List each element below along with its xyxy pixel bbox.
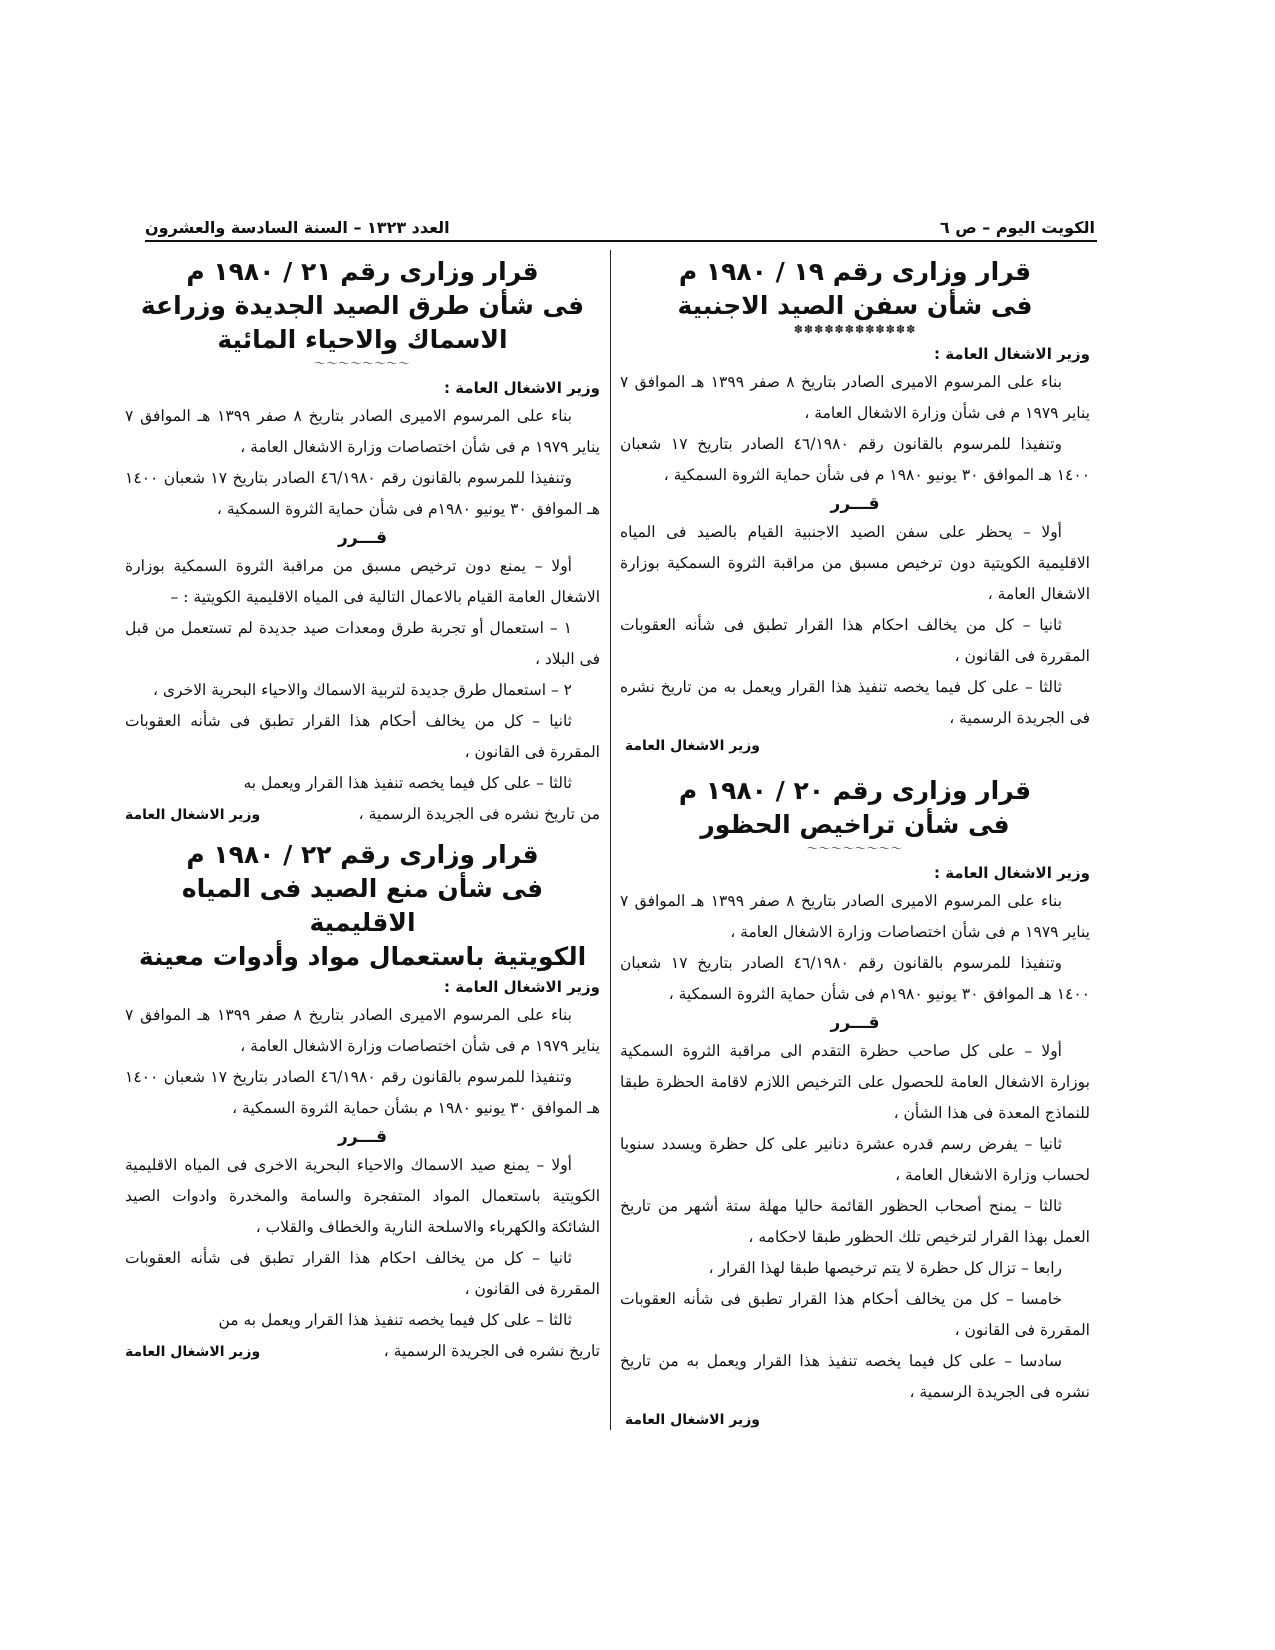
decree-22-article-2: ثانيا – كل من يخالف احكام هذا القرار تطبق فى شأنه العقوبات المقررة فى القانون ، (125, 1249, 600, 1298)
right-column (620, 255, 1090, 1440)
column-divider (610, 250, 611, 1430)
decree-19 (620, 255, 1090, 758)
decree-20-minister: وزير الاشغال العامة : (933, 864, 1090, 882)
decree-21-decides: قـــرر (338, 528, 387, 548)
decree-20-para-1: بناء على المرسوم الاميرى الصادر بتاريخ ٨ صفر ١٣٩٩ هـ الموافق ٧ يناير ١٩٧٩ م فى شأن اختصاصات وزارة الاشغال العامة ، (620, 892, 1090, 941)
decree-21-article-2: ثانيا – كل من يخالف أحكام هذا القرار تطبق فى شأنه العقوبات المقررة فى القانون ، (125, 712, 600, 761)
decree-21-article-3: ثالثا – على كل فيما يخصه تنفيذ هذا القرار ويعمل به (243, 774, 572, 792)
decree-20-signature: وزير الاشغال العامة (624, 1412, 760, 1428)
decree-21-ornament: ～～～～～～～～ (314, 357, 411, 370)
decree-21-item-1: ١ – استعمال أو تجربة طرق ومعدات صيد جديدة لم تستعمل من قبل فى البلاد ، (125, 619, 600, 668)
decree-19-article-2: ثانيا – كل من يخالف احكام هذا القرار تطبق فى شأنه العقوبات المقررة فى القانون ، (620, 616, 1090, 665)
left-column (125, 255, 600, 1440)
decree-22-subtitle-2: الكويتية باستعمال مواد وأدوات معينة (138, 942, 587, 971)
decree-19-subtitle: فى شأن سفن الصيد الاجنبية (677, 291, 1033, 320)
decree-20-article-3: ثالثا – يمنح أصحاب الحظور القائمة حاليا مهلة ستة أشهر من تاريخ العمل بهذا القرار لترخيص تلك الحظور طبقا لاحكامه ، (620, 1197, 1090, 1246)
decree-19-para-2: وتنفيذا للمرسوم بالقانون رقم ٤٦/١٩٨٠ الصادر بتاريخ ١٧ شعبان ١٤٠٠ هـ الموافق ٣٠ يونيو ١٩٨٠ م فى شأن حماية الثروة السمكية ، (620, 435, 1090, 484)
decree-19-title: قرار وزارى رقم ١٩ / ١٩٨٠ م (678, 257, 1032, 286)
decree-19-signature: وزير الاشغال العامة (624, 738, 760, 754)
decree-22-decides: قـــرر (338, 1127, 387, 1147)
decree-20-article-1: أولا – على كل صاحب حظرة التقدم الى مراقبة الثروة السمكية بوزارة الاشغال العامة للحصول على الترخيص اللازم لاقامة الحظرة طبقا للنماذج المعدة فى هذا الشأن ، (620, 1042, 1090, 1122)
decree-22-title: قرار وزارى رقم ٢٢ / ١٩٨٠ م (186, 840, 539, 869)
decree-20-article-2: ثانيا – يفرض رسم قدره عشرة دنانير على كل حظرة ويسدد سنويا لحساب وزارة الاشغال العامة ، (620, 1135, 1090, 1184)
decree-21-item-2: ٢ – استعمال طرق جديدة لتربية الاسماك والاحياء البحرية الاخرى ، (153, 681, 572, 699)
decree-22-para-2: وتنفيذا للمرسوم بالقانون رقم ٤٦/١٩٨٠ الصادر بتاريخ ١٧ شعبان ١٤٠٠ هـ الموافق ٣٠ يونيو ١٩٨٠ م بشأن حماية الثروة السمكية ، (125, 1068, 600, 1117)
decree-22 (125, 838, 600, 1367)
decree-19-article-1: أولا – يحظر على سفن الصيد الاجنبية القيام بالصيد فى المياه الاقليمية الكويتية دون ترخيص مسبق من مراقبة الثروة السمكية بوزارة الاشغال العامة ، (620, 523, 1090, 603)
decree-22-article-3-end: تاريخ نشره فى الجريدة الرسمية ، (383, 1342, 600, 1360)
header-rule (145, 240, 1097, 242)
decree-22-article-1: أولا – يمنع صيد الاسماك والاحياء البحرية الاخرى فى المياه الاقليمية الكويتية باستعمال المواد المتفجرة والسامة والمخدرة وادوات الصيد الشائكة والكهرباء والاسلحة النارية والخطاف والقلاب ، (125, 1156, 600, 1236)
decree-21 (125, 255, 600, 830)
decree-22-para-1: بناء على المرسوم الاميرى الصادر بتاريخ ٨ صفر ١٣٩٩ هـ الموافق ٧ يناير ١٩٧٩ م فى شأن اختصاصات وزارة الاشغال العامة ، (125, 1006, 600, 1055)
decree-20-para-2: وتنفيذا للمرسوم بالقانون رقم ٤٦/١٩٨٠ الصادر بتاريخ ١٧ شعبان ١٤٠٠ هـ الموافق ٣٠ يونيو ١٩٨٠م فى شأن حماية الثروة السمكية ، (620, 954, 1090, 1003)
decree-22-subtitle-1: فى شأن منع الصيد فى المياه الاقليمية (181, 874, 544, 937)
decree-20-article-4: رابعا – تزال كل حظرة لا يتم ترخيصها طبقا لهذا القرار ، (708, 1259, 1062, 1277)
decree-19-ornament: ✽✽✽✽✽✽✽✽✽✽✽✽ (793, 323, 917, 336)
decree-20-title: قرار وزارى رقم ٢٠ / ١٩٨٠ م (678, 776, 1032, 805)
decree-19-para-1: بناء على المرسوم الاميرى الصادر بتاريخ ٨ صفر ١٣٩٩ هـ الموافق ٧ يناير ١٩٧٩ م فى شأن وزارة الاشغال العامة ، (620, 373, 1090, 422)
decree-22-article-3: ثالثا – على كل فيما يخصه تنفيذ هذا القرار ويعمل به من (218, 1311, 572, 1329)
decree-19-minister: وزير الاشغال العامة : (933, 345, 1090, 363)
header-issue-info: العدد ١٣٢٣ – السنة السادسة والعشرون (145, 218, 450, 237)
decree-21-closing (125, 799, 600, 830)
decree-21-para-1: بناء على المرسوم الاميرى الصادر بتاريخ ٨ صفر ١٣٩٩ هـ الموافق ٧ يناير ١٩٧٩ م فى شأن اختصاصات وزارة الاشغال العامة ، (125, 407, 600, 456)
decree-20-article-5: خامسا – كل من يخالف أحكام هذا القرار تطبق فى شأنه العقوبات المقررة فى القانون ، (620, 1290, 1090, 1339)
decree-20 (620, 774, 1090, 1432)
decree-21-article-3-end: من تاريخ نشره فى الجريدة الرسمية ، (358, 805, 600, 823)
decree-22-minister: وزير الاشغال العامة : (443, 978, 600, 996)
decree-20-article-6: سادسا – على كل فيما يخصه تنفيذ هذا القرار ويعمل به من تاريخ نشره فى الجريدة الرسمية ، (620, 1352, 1090, 1401)
header-page-title: الكويت اليوم – ص ٦ (939, 218, 1095, 237)
decree-22-signature: وزير الاشغال العامة (125, 1344, 261, 1360)
page-header (145, 218, 1095, 240)
decree-19-decides: قـــرر (830, 494, 880, 514)
decree-21-subtitle-2: الاسماك والاحياء المائية (217, 325, 508, 354)
decree-20-ornament: ～～～～～～～～ (807, 842, 903, 855)
decree-21-para-2: وتنفيذا للمرسوم بالقانون رقم ٤٦/١٩٨٠ الصادر بتاريخ ١٧ شعبان ١٤٠٠ هـ الموافق ٣٠ يونيو ١٩٨٠م فى شأن حماية الثروة السمكية ، (125, 469, 600, 518)
decree-22-closing (125, 1336, 600, 1367)
decree-19-article-3: ثالثا – على كل فيما يخصه تنفيذ هذا القرار ويعمل به من تاريخ نشره فى الجريدة الرسمية ، (620, 678, 1090, 727)
decree-20-subtitle: فى شأن تراخيص الحظور (700, 810, 1010, 839)
decree-21-minister: وزير الاشغال العامة : (443, 379, 600, 397)
decree-21-signature: وزير الاشغال العامة (125, 807, 261, 823)
decree-21-subtitle-1: فى شأن طرق الصيد الجديدة وزراعة (140, 291, 585, 320)
decree-20-decides: قـــرر (830, 1013, 880, 1033)
decree-21-article-1: أولا – يمنع دون ترخيص مسبق من مراقبة الثروة السمكية بوزارة الاشغال العامة القيام بالاعمال التالية فى المياه الاقليمية الكويتية : – (125, 557, 600, 606)
decree-21-title: قرار وزارى رقم ٢١ / ١٩٨٠ م (186, 257, 539, 286)
